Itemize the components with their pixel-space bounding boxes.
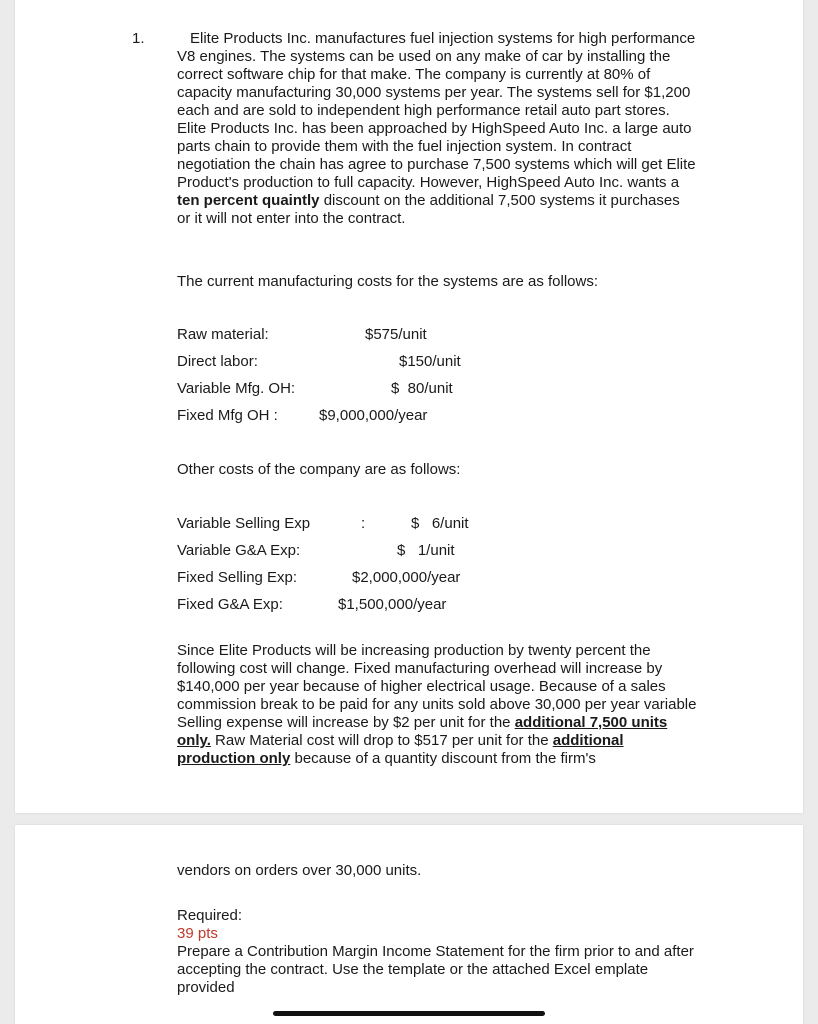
cost-value: $150/unit <box>399 353 461 370</box>
cost-label: Raw material: <box>177 326 269 343</box>
cost-colon: : <box>361 515 366 532</box>
cost-label: Variable G&A Exp: <box>177 542 301 559</box>
costs-heading: The current manufacturing costs for the systems are as follows: <box>177 273 599 290</box>
cost-value: $9,000,000/year <box>319 407 428 424</box>
change-underline-2: additional production only <box>177 732 624 767</box>
change-text-2: Raw Material cost will drop to $517 per unit for the <box>210 732 553 749</box>
required-section <box>177 907 697 997</box>
question-number: 1. <box>132 30 145 47</box>
cost-value: $ 1/unit <box>397 542 455 559</box>
cost-value: $2,000,000/year <box>352 569 461 586</box>
cost-label: Fixed Mfg OH : <box>177 407 278 424</box>
change-underline-1: additional 7,500 units only. <box>177 714 668 749</box>
cost-label: Variable Mfg. OH: <box>177 380 296 397</box>
cost-label: Direct labor: <box>177 353 258 370</box>
intro-text-1: Elite Products Inc. manufactures fuel injection systems for high performance V8 engines. The systems can be used on any make of car by installing the correct software chip for that make. The company is currently at 80% of capacity manufacturing 30,000 systems per year. The systems sell for $1,200 each and are sold to independent high performance retail auto part stores. Elite Products Inc. has been approached by HighSpeed Auto Inc. a large auto parts chain to provide them with the fuel injection system. In contract negotiation the chain has agree to purchase 7,500 systems which will get Elite Product's production to full capacity. However, HighSpeed Auto Inc. wants a <box>177 30 696 191</box>
cost-label: Fixed G&A Exp: <box>177 596 283 613</box>
continuation-text: vendors on orders over 30,000 units. <box>177 862 422 879</box>
other-costs-heading: Other costs of the company are as follows: <box>177 461 461 478</box>
cost-change-paragraph <box>177 642 697 768</box>
change-text-1: Since Elite Products will be increasing production by twenty percent the following cost will change. Fixed manufacturing overhead will increase by $140,000 per year because of higher electrical usage. Because of a sales commission break to be paid for any units sold above 30,000 per year variable Selling expense will increase by $2 per unit for the <box>177 642 697 731</box>
intro-bold-text: ten percent quaintly <box>177 192 320 209</box>
cost-label: Variable Selling Exp <box>177 515 311 532</box>
cost-label: Fixed Selling Exp: <box>177 569 298 586</box>
cost-value: $ 80/unit <box>391 380 453 397</box>
page-two <box>15 825 803 1024</box>
cost-value: $575/unit <box>365 326 427 343</box>
page-one <box>15 0 803 813</box>
intro-text-2: discount on the additional 7,500 systems it purchases or it will not enter into the contract. <box>177 192 680 227</box>
points-label: 39 pts <box>177 925 218 942</box>
intro-paragraph <box>177 30 697 228</box>
change-text-3: because of a quantity discount from the firm's <box>290 750 596 767</box>
required-label: Required: <box>177 907 243 924</box>
cost-value: $ 6/unit <box>411 515 469 532</box>
home-indicator-bar[interactable] <box>273 1011 545 1016</box>
cost-value: $1,500,000/year <box>338 596 447 613</box>
required-text: Prepare a Contribution Margin Income Statement for the firm prior to and after accepting the contract. Use the template or the attached Excel emplate provided <box>177 943 694 996</box>
